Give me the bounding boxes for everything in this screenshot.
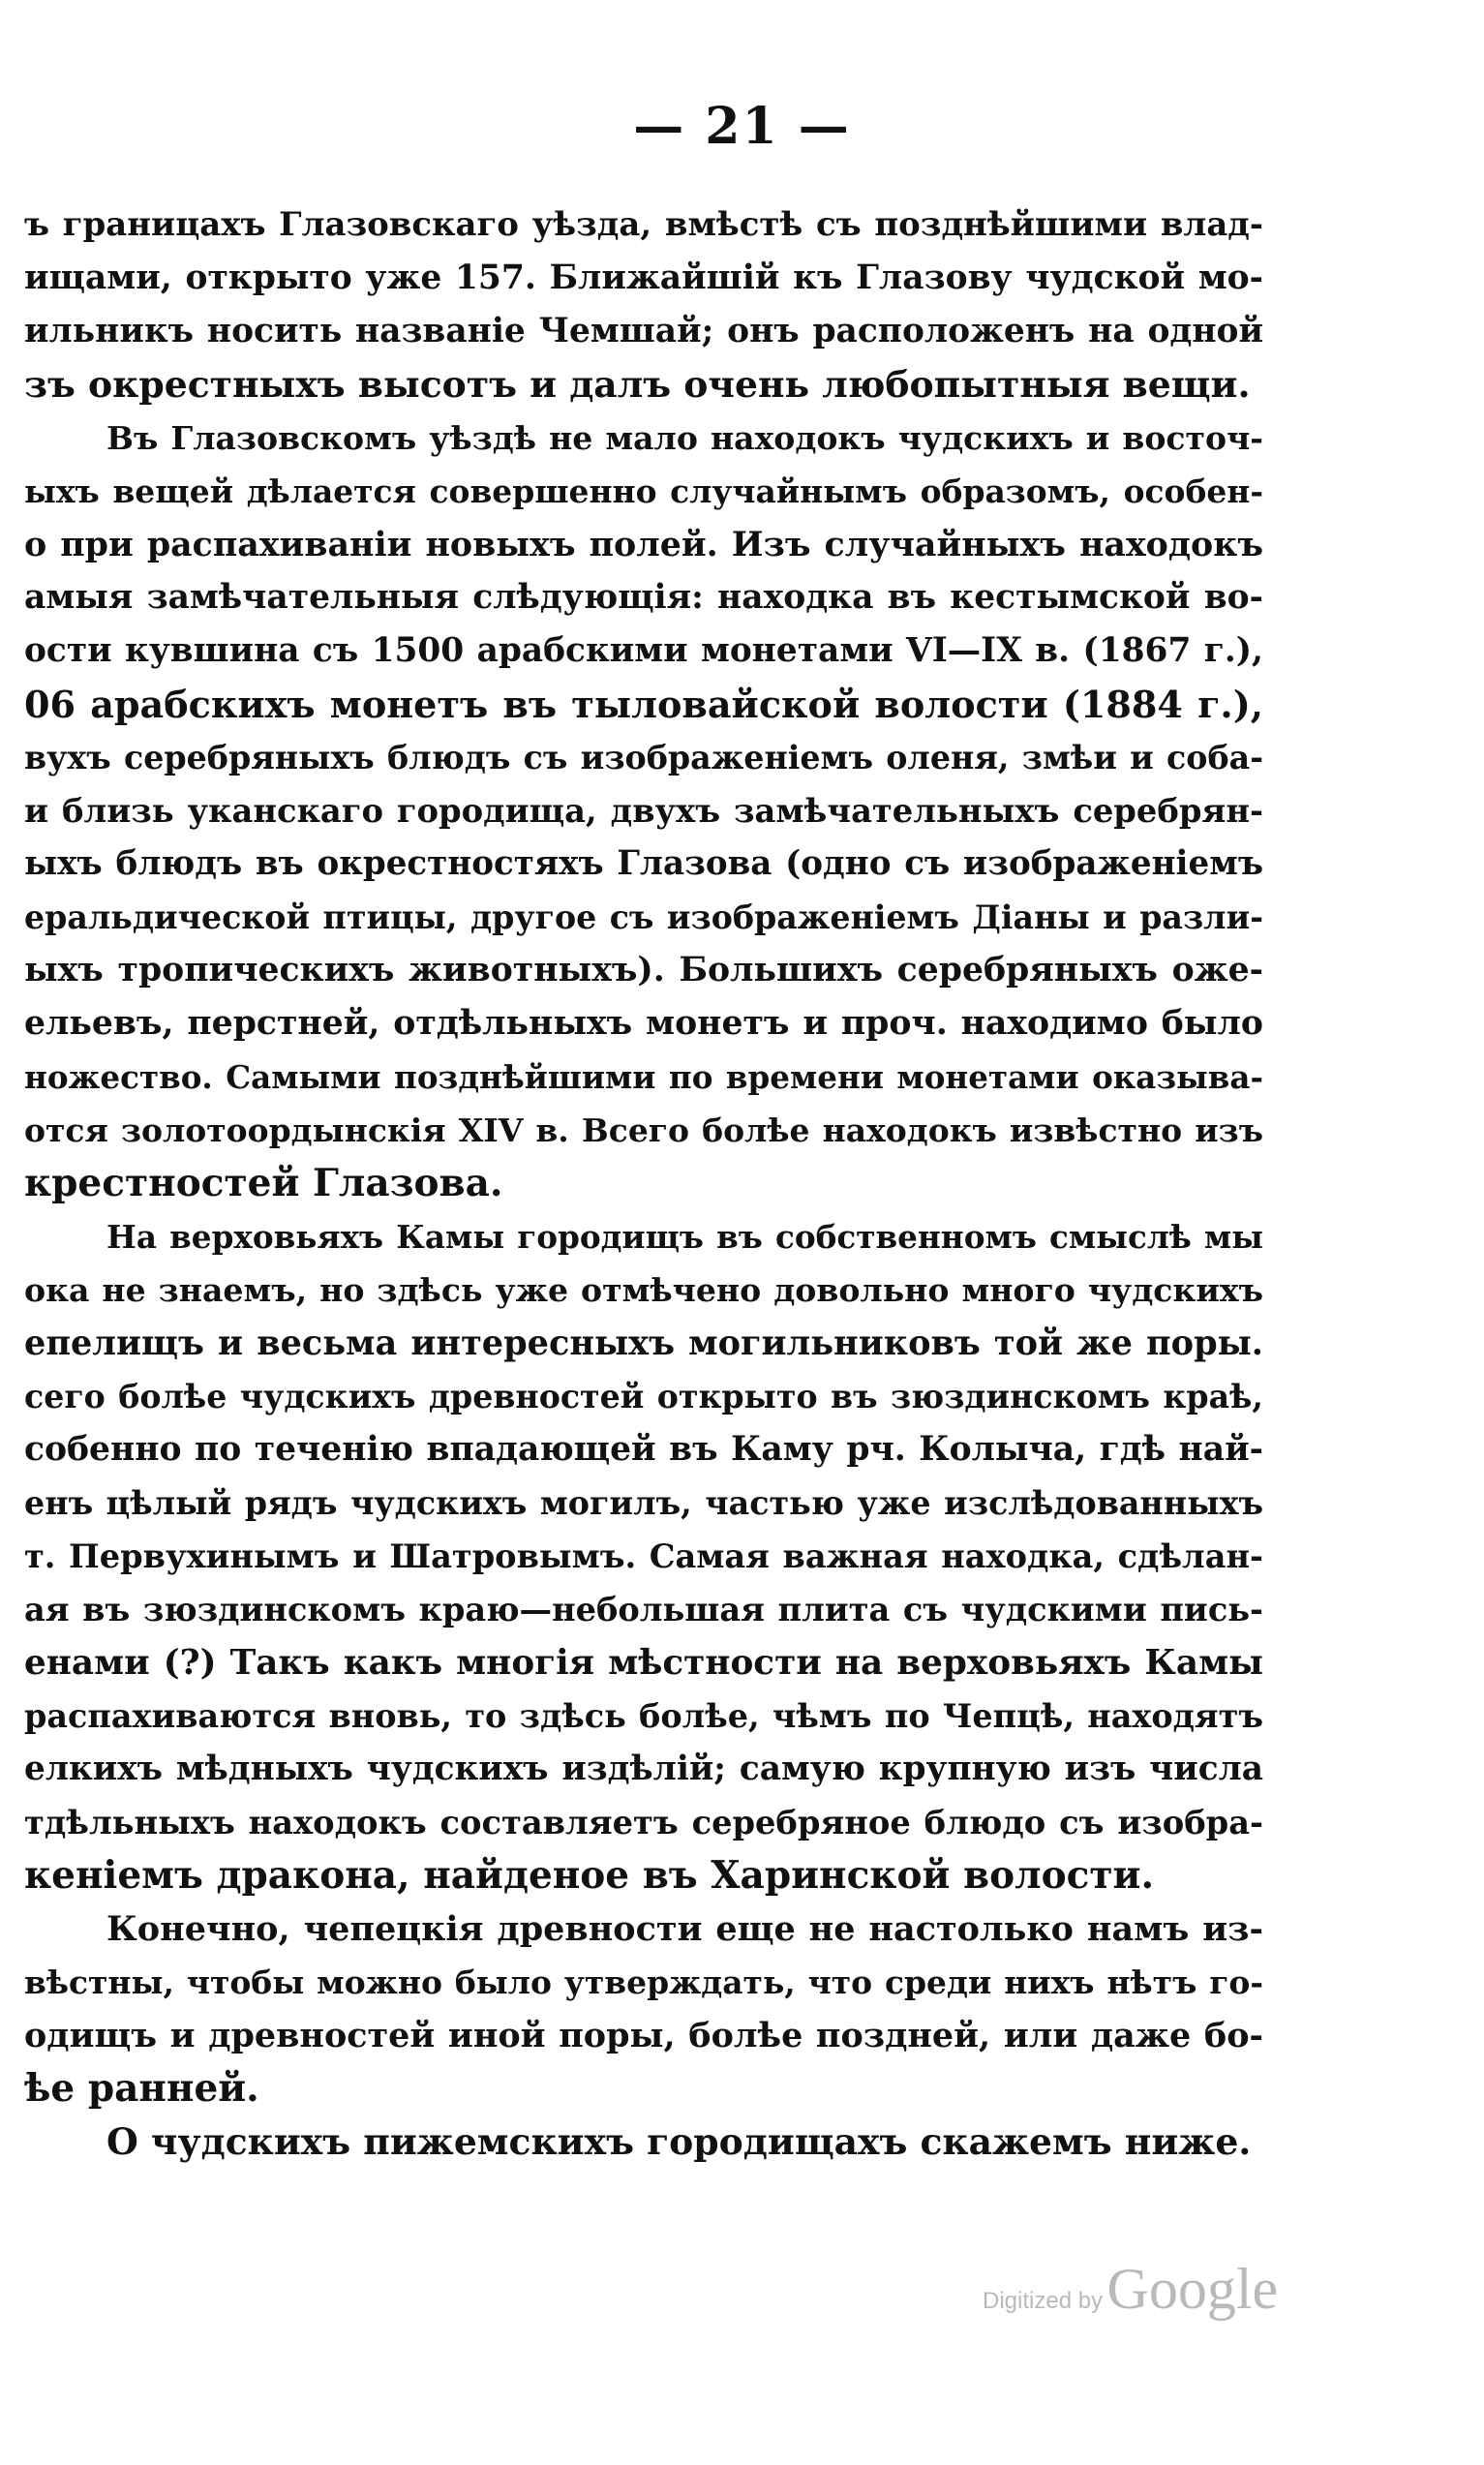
text-line: Въ Глазовскомъ уѣздѣ не мало находокъ чудскихъ и восточ- [106, 419, 1263, 457]
paragraph-1 [24, 198, 1263, 411]
watermark-prefix: Digitized by [983, 2288, 1104, 2314]
text-line: ока не знаемъ, но здѣсь уже отмѣчено довольно много чудскихъ [24, 1271, 1263, 1309]
text-line: ножество. Самыми позднѣйшими по времени монетами оказыва- [24, 1058, 1263, 1096]
text-line: распахиваются вновь, то здѣсь болѣе, чѣмъ по Чепцѣ, находятъ [24, 1697, 1263, 1735]
text-line: сего болѣе чудскихъ древностей открыто въ зюздинскомъ краѣ, [24, 1378, 1263, 1415]
text-line: еральдической птицы, другое съ изображеніемъ Діаны и разли- [24, 898, 1263, 936]
text-line: ильникъ носить названіе Чемшай; онъ расположенъ на одной [24, 312, 1263, 350]
text-line: ыхъ вещей дѣлается совершенно случайнымъ образомъ, особен- [24, 472, 1263, 510]
text-line: и близь уканскаго городища, двухъ замѣчательныхъ серебрян- [24, 791, 1263, 830]
text-line: кеніемъ дракона, найденое въ Харинской волости. [24, 1853, 1155, 1898]
text-line: вухъ серебряныхъ блюдъ съ изображеніемъ оленя, змѣи и соба- [24, 739, 1263, 776]
text-line: собенно по теченію впадающей въ Каму рч. Колыча, гдѣ най- [24, 1430, 1263, 1469]
text-line: ыхъ блюдъ въ окрестностяхъ Глазова (одно съ изображеніемъ [24, 844, 1263, 883]
text-line: ости кувшина съ 1500 арабскими монетами VI—IX в. (1867 г.), [24, 631, 1263, 670]
text-line: ъ границахъ Глазовскаго уѣзда, вмѣстѣ съ позднѣйшими влад- [24, 205, 1263, 244]
body-text [24, 198, 1263, 2169]
paragraph-2 [24, 411, 1263, 1210]
text-line: ѣе ранней. [24, 2066, 259, 2111]
text-line: елкихъ мѣдныхъ чудскихъ издѣлій; самую крупную изъ числа [24, 1750, 1263, 1788]
text-line: Конечно, чепецкія древности еще не настолько намъ из- [106, 1909, 1263, 1949]
page-number: — 21 — [633, 97, 851, 156]
text-line: тдѣльныхъ находокъ составляетъ серебряное блюдо съ изобра- [24, 1803, 1263, 1841]
text-line: ая въ зюздинскомъ краю—небольшая плита съ чудскими пись- [24, 1590, 1263, 1628]
text-line: ельевъ, перстней, отдѣльныхъ монетъ и проч. находимо было [24, 1004, 1263, 1043]
text-line: амыя замѣчательныя слѣдующія: находка въ кестымской во- [24, 578, 1263, 617]
text-line: одищъ и древностей иной поры, болѣе поздней, или даже бо- [24, 2016, 1263, 2055]
text-line: енъ цѣлый рядъ чудскихъ могилъ, частью уже изслѣдованныхъ [24, 1484, 1263, 1522]
text-line: вѣстны, чтобы можно было утверждать, что среди нихъ нѣтъ го- [24, 1963, 1263, 2001]
text-line: т. Первухинымъ и Шатровымъ. Самая важная находка, сдѣлан- [24, 1537, 1263, 1575]
digitized-by-google-watermark [983, 2256, 1278, 2323]
text-line: крестностей Глазова. [24, 1161, 503, 1205]
text-line: епелищъ и весьма интересныхъ могильниковъ той же поры. [24, 1324, 1263, 1363]
text-line: На верховьяхъ Камы городищъ въ собственномъ смыслѣ мы [106, 1218, 1263, 1256]
text-line: зъ окрестныхъ высотъ и далъ очень любопытныя вещи. [24, 363, 1251, 406]
paragraph-3 [24, 1210, 1263, 1902]
watermark-brand: Google [1106, 2257, 1279, 2321]
text-line: 06 арабскихъ монетъ въ тыловайской волости (1884 г.), [24, 683, 1263, 726]
text-line: отся золотоордынскія XIV в. Всего болѣе находокъ извѣстно изъ [24, 1111, 1263, 1149]
text-line: ыхъ тропическихъ животныхъ). Большихъ серебряныхъ оже- [24, 951, 1263, 989]
text-line: о при распахиваніи новыхъ полей. Изъ случайныхъ находокъ [24, 525, 1263, 564]
text-line: О чудскихъ пижемскихъ городищахъ скажемъ ниже. [106, 2120, 1252, 2163]
text-line: енами (?) Такъ какъ многія мѣстности на верховьяхъ Камы [24, 1642, 1263, 1683]
text-line: ищами, открыто уже 157. Ближайшій къ Глазову чудской мо- [24, 259, 1263, 297]
paragraph-5 [24, 2115, 1263, 2169]
paragraph-4 [24, 1902, 1263, 2115]
